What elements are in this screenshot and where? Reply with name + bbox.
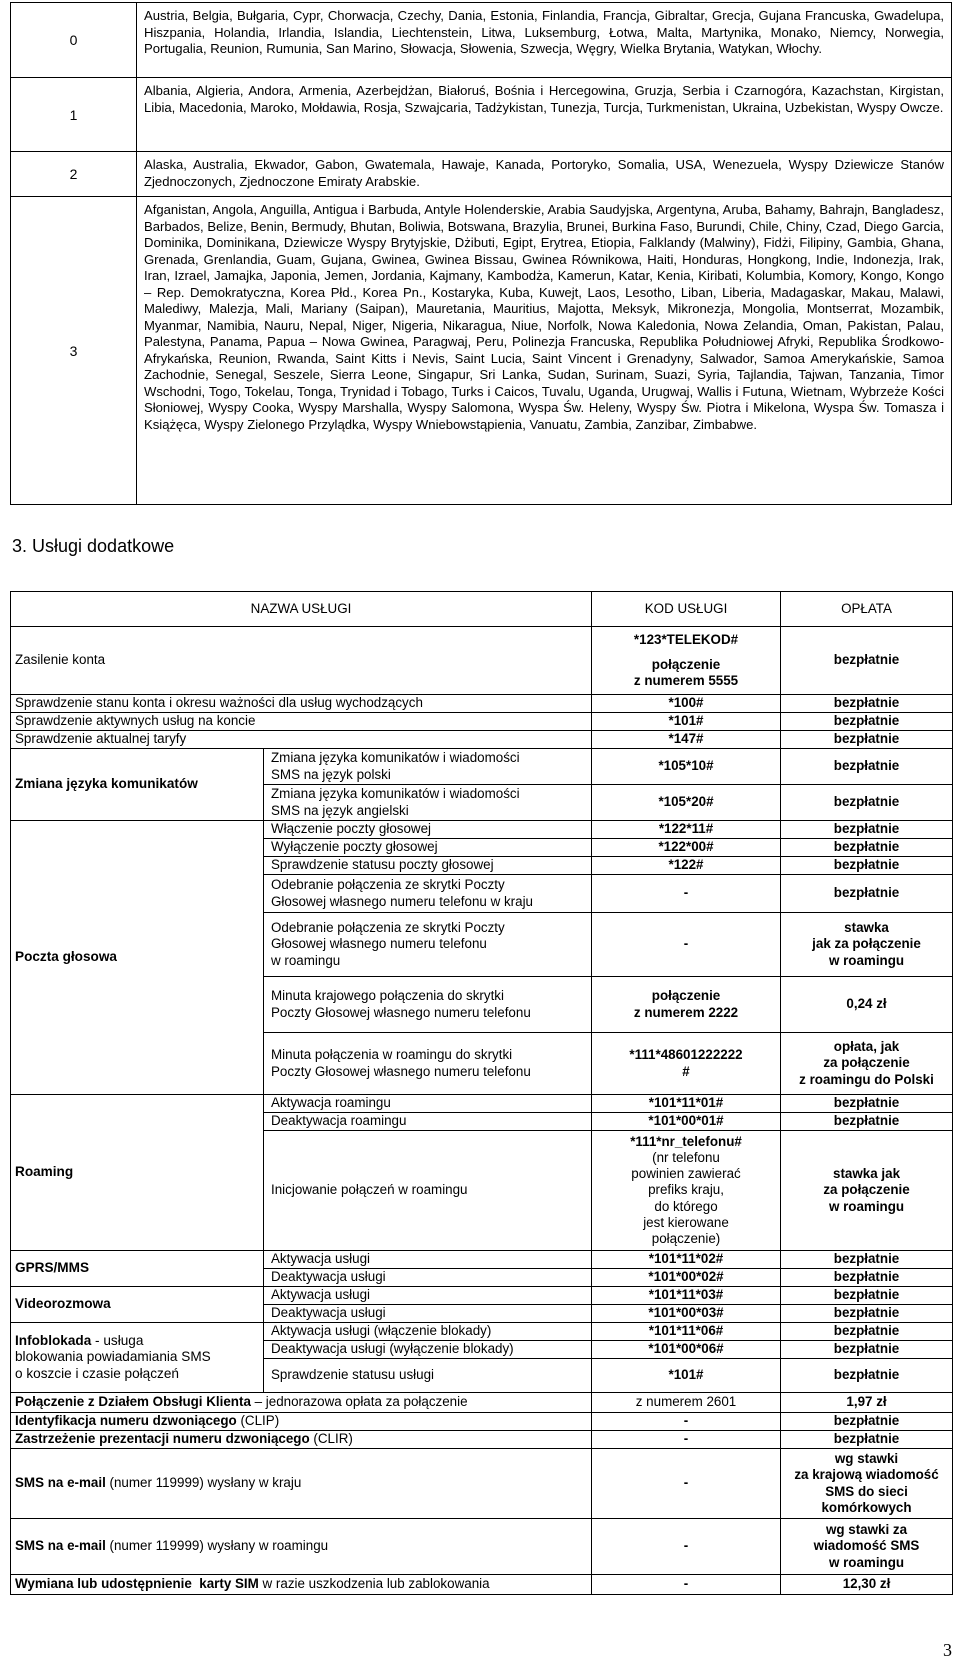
service-fee: bezpłatnie: [781, 1269, 953, 1287]
service-row: [11, 627, 953, 695]
header-name: NAZWA USŁUGI: [11, 592, 592, 627]
service-row: [11, 749, 953, 785]
desc-line: Poczty Głosowej własnego numeru telefonu: [271, 1004, 531, 1020]
code-line: połączenie: [651, 656, 721, 672]
code-line: z numerem 2222: [633, 1004, 739, 1020]
service-row: [11, 1287, 953, 1305]
group-line: [15, 1333, 259, 1349]
service-code: *101*11*01#: [592, 1095, 781, 1113]
zone-countries: Austria, Belgia, Bułgaria, Cypr, Chorwacja, Czechy, Dania, Estonia, Finlandia, Francja, Gibraltar, Grecja, Gujana Francuska, Gwadelupa, Hiszpania, Holandia, Irlandia, Islandia, Liechtenstein, Litwa, Luksemburg, Łotwa, Malta, Martynika, Monako, Niemcy, Norwegia, Portugalia, Reunion, Rumunia, San Marino, Słowacja, Słowenia, Szwecja, Węgry, Wielka Brytania, Watykan, Włochy.: [137, 3, 952, 78]
service-code: -: [592, 913, 781, 977]
zone-number: 1: [11, 78, 137, 152]
section-heading: 3. Usługi dodatkowe: [12, 536, 175, 556]
code-line: z numerem 5555: [633, 673, 739, 689]
service-desc: Aktywacja usługi (włączenie blokady): [264, 1323, 592, 1341]
code-line: do którego: [654, 1198, 718, 1214]
group-line: o koszcie i czasie połączeń: [15, 1365, 179, 1381]
fee-line: komórkowych: [821, 1499, 912, 1515]
desc-line: Minuta połączenia w roamingu do skrytki: [271, 1047, 513, 1063]
service-desc: Aktywacja usługi: [264, 1287, 592, 1305]
service-name-bold: SMS na e-mail: [15, 1475, 106, 1491]
service-fee: bezpłatnie: [781, 839, 953, 857]
service-row: [11, 821, 953, 839]
fee-line: w roamingu: [828, 1198, 905, 1214]
service-row: [11, 1323, 953, 1341]
service-fee: 1,97 zł: [781, 1393, 953, 1413]
service-name-bold: Zastrzeżenie prezentacji numeru dzwoniącego: [15, 1431, 310, 1447]
service-fee: bezpłatnie: [781, 1359, 953, 1393]
service-code: *105*20#: [592, 785, 781, 821]
desc-line: SMS na język polski: [271, 766, 391, 782]
group-title-rest: - usługa: [91, 1333, 144, 1349]
service-name-rest: w razie uszkodzenia lub zablokowania: [258, 1576, 490, 1592]
service-code: -: [592, 1431, 781, 1449]
service-row: [11, 1575, 953, 1595]
service-name-rest: – jednorazowa opłata za połączenie: [250, 1394, 468, 1410]
service-name: Sprawdzenie stanu konta i okresu ważności dla usług wychodzących: [11, 695, 592, 713]
group-title: Infoblokada: [15, 1333, 92, 1349]
service-row: [11, 695, 953, 713]
desc-line: w roamingu: [271, 952, 341, 968]
service-fee: [781, 1519, 953, 1575]
zone-row: [11, 197, 952, 505]
zone-row: [11, 3, 952, 78]
service-code: [592, 627, 781, 695]
fee-line: wiadomość SMS: [813, 1538, 920, 1554]
code-line: jest kierowane: [643, 1214, 729, 1230]
service-fee: 0,24 zł: [781, 977, 953, 1033]
zone-number: 2: [11, 152, 137, 197]
zones-table: [10, 2, 952, 505]
service-code: -: [592, 875, 781, 913]
desc-line: Odebranie połączenia ze skrytki Poczty: [271, 920, 505, 936]
service-name: [11, 1431, 592, 1449]
service-name-rest: (CLIR): [309, 1431, 353, 1447]
service-fee: [781, 1033, 953, 1095]
service-group: [11, 1323, 264, 1393]
service-fee: bezpłatnie: [781, 1305, 953, 1323]
service-code: *122#: [592, 857, 781, 875]
service-code: -: [592, 1413, 781, 1431]
service-name-rest: (numer 119999) wysłany w kraju: [105, 1475, 302, 1491]
code-line: prefiks kraju,: [648, 1182, 724, 1198]
service-fee: bezpłatnie: [781, 695, 953, 713]
fee-line: stawka: [844, 920, 889, 936]
code-line: połączenie): [651, 1231, 721, 1246]
service-group: Videorozmowa: [11, 1287, 264, 1323]
service-code: *147#: [592, 731, 781, 749]
header-code: KOD USŁUGI: [592, 592, 781, 627]
service-fee: bezpłatnie: [781, 1113, 953, 1131]
service-code: -: [592, 1449, 781, 1519]
desc-line: Głosowej własnego numeru telefonu: [271, 936, 487, 952]
header-fee: OPŁATA: [781, 592, 953, 627]
service-desc: [264, 785, 592, 821]
service-desc: Deaktywacja usługi: [264, 1269, 592, 1287]
code-line: *111*nr_telefonu#: [630, 1133, 742, 1149]
service-desc: [264, 875, 592, 913]
service-desc: Deaktywacja roamingu: [264, 1113, 592, 1131]
service-desc: Włączenie poczty głosowej: [264, 821, 592, 839]
service-fee: bezpłatnie: [781, 821, 953, 839]
desc-line: Minuta krajowego połączenia do skrytki: [271, 988, 504, 1004]
service-name: [11, 1575, 592, 1595]
service-code: -: [592, 1575, 781, 1595]
desc-line: Odebranie połączenia ze skrytki Poczty: [271, 877, 505, 893]
service-group: Roaming: [11, 1095, 264, 1251]
service-name-bold: Wymiana lub udostępnienie karty SIM: [15, 1576, 259, 1592]
fee-line: za krajową wiadomość: [794, 1467, 939, 1483]
service-desc: [264, 1033, 592, 1095]
service-desc: Sprawdzenie statusu poczty głosowej: [264, 857, 592, 875]
service-fee: bezpłatnie: [781, 785, 953, 821]
zone-number: 3: [11, 197, 137, 505]
service-desc: Sprawdzenie statusu usługi: [264, 1359, 592, 1393]
service-fee: bezpłatnie: [781, 749, 953, 785]
fee-line: w roamingu: [828, 1554, 905, 1570]
service-name: [11, 1519, 592, 1575]
service-fee: bezpłatnie: [781, 1431, 953, 1449]
fee-line: opłata, jak: [833, 1039, 900, 1055]
service-code: *122*11#: [592, 821, 781, 839]
service-desc: [264, 913, 592, 977]
service-row: [11, 1431, 953, 1449]
service-fee: bezpłatnie: [781, 857, 953, 875]
service-fee: 12,30 zł: [781, 1575, 953, 1595]
service-code: *101#: [592, 713, 781, 731]
service-name-rest: (CLIP): [236, 1413, 280, 1429]
fee-line: SMS do sieci: [825, 1483, 908, 1499]
desc-line: SMS na język angielski: [271, 802, 409, 818]
service-desc: Deaktywacja usługi (wyłączenie blokady): [264, 1341, 592, 1359]
service-desc: Inicjowanie połączeń w roamingu: [264, 1131, 592, 1251]
service-code: *101*11*06#: [592, 1323, 781, 1341]
fee-line: stawka jak: [833, 1166, 901, 1182]
services-table: [10, 591, 953, 1595]
service-code: *100#: [592, 695, 781, 713]
zone-row: [11, 152, 952, 197]
service-code: [592, 1131, 781, 1251]
fee-line: jak za połączenie: [812, 936, 921, 952]
service-code: *101*00*01#: [592, 1113, 781, 1131]
service-fee: [781, 913, 953, 977]
fee-line: wg stawki za: [825, 1522, 908, 1538]
service-code: [592, 977, 781, 1033]
service-row: [11, 1519, 953, 1575]
service-row: [11, 1413, 953, 1431]
code-line: *111*48601222222: [629, 1047, 743, 1063]
zone-countries: Alaska, Australia, Ekwador, Gabon, Gwatemala, Hawaje, Kanada, Portoryko, Somalia, USA, Wenezuela, Wyspy Dziewicze Stanów Zjednoczonych, Zjednoczone Emiraty Arabskie.: [137, 152, 952, 197]
service-row: [11, 1449, 953, 1519]
service-name: [11, 1393, 592, 1413]
service-group: Zmiana języka komunikatów: [11, 749, 264, 821]
service-fee: bezpłatnie: [781, 1251, 953, 1269]
service-row: [11, 1251, 953, 1269]
service-desc: Aktywacja usługi: [264, 1251, 592, 1269]
page-number: 3: [943, 1640, 952, 1660]
service-desc: [264, 977, 592, 1033]
service-name: [11, 1449, 592, 1519]
service-code: z numerem 2601: [592, 1393, 781, 1413]
service-name-bold: Identyfikacja numeru dzwoniącego: [15, 1413, 237, 1429]
service-code: *101*00*02#: [592, 1269, 781, 1287]
header-row: [11, 592, 953, 627]
desc-line: Głosowej własnego numeru telefonu w kraju: [271, 893, 534, 909]
service-fee: bezpłatnie: [781, 875, 953, 913]
service-fee: bezpłatnie: [781, 731, 953, 749]
zone-countries: Albania, Algieria, Andora, Armenia, Azerbejdżan, Białoruś, Bośnia i Hercegowina, Gruzja, Serbia i Czarnogóra, Kazachstan, Kirgistan, Libia, Macedonia, Maroko, Mołdawia, Rosja, Szwajcaria, Tadżykistan, Tunezja, Turcja, Turkmenistan, Ukraina, Uzbekistan, Wyspy Owcze.: [137, 78, 952, 152]
zone-row: [11, 78, 952, 152]
service-code: -: [592, 1519, 781, 1575]
service-fee: bezpłatnie: [781, 1413, 953, 1431]
code-line: #: [682, 1063, 690, 1079]
fee-line: za połączenie: [823, 1055, 910, 1071]
service-name-bold: Połączenie z Działem Obsługi Klienta: [15, 1394, 251, 1410]
service-code: *101*11*02#: [592, 1251, 781, 1269]
service-code: *101*00*06#: [592, 1341, 781, 1359]
service-row: [11, 713, 953, 731]
service-name: [11, 1413, 592, 1431]
service-name: Zasilenie konta: [11, 627, 592, 695]
service-row: [11, 1393, 953, 1413]
fee-line: z roamingu do Polski: [799, 1071, 934, 1087]
service-fee: bezpłatnie: [781, 1095, 953, 1113]
desc-line: Zmiana języka komunikatów i wiadomości: [271, 786, 520, 802]
group-line: blokowania powiadamiania SMS: [15, 1349, 211, 1365]
service-desc: [264, 749, 592, 785]
service-code: *122*00#: [592, 839, 781, 857]
fee-line: wg stawki: [834, 1451, 899, 1467]
fee-line: w roamingu: [828, 952, 905, 968]
service-code: *101*00*03#: [592, 1305, 781, 1323]
service-row: [11, 1095, 953, 1113]
service-code: *101*11*03#: [592, 1287, 781, 1305]
service-desc: Wyłączenie poczty głosowej: [264, 839, 592, 857]
service-fee: [781, 1449, 953, 1519]
service-desc: Deaktywacja usługi: [264, 1305, 592, 1323]
service-group: GPRS/MMS: [11, 1251, 264, 1287]
service-fee: bezpłatnie: [781, 1323, 953, 1341]
service-fee: bezpłatnie: [781, 1287, 953, 1305]
service-fee: [781, 1131, 953, 1251]
service-group: Poczta głosowa: [11, 821, 264, 1095]
code-line: (nr telefonu: [652, 1149, 720, 1165]
service-name: Sprawdzenie aktualnej taryfy: [11, 731, 592, 749]
service-code: *105*10#: [592, 749, 781, 785]
code-line: *123*TELEKOD#: [633, 631, 739, 647]
zone-number: 0: [11, 3, 137, 78]
service-name-bold: SMS na e-mail: [15, 1538, 106, 1554]
service-desc: Aktywacja roamingu: [264, 1095, 592, 1113]
fee-line: za połączenie: [823, 1182, 910, 1198]
code-line: powinien zawierać: [631, 1166, 741, 1182]
service-row: [11, 731, 953, 749]
desc-line: Poczty Głosowej własnego numeru telefonu: [271, 1063, 531, 1079]
service-name-rest: (numer 119999) wysłany w roamingu: [105, 1538, 329, 1554]
desc-line: Zmiana języka komunikatów i wiadomości: [271, 750, 520, 766]
service-fee: bezpłatnie: [781, 1341, 953, 1359]
code-line: połączenie: [651, 988, 721, 1004]
service-fee: bezpłatnie: [781, 713, 953, 731]
service-name: Sprawdzenie aktywnych usług na koncie: [11, 713, 592, 731]
service-code: *101#: [592, 1359, 781, 1393]
service-fee: bezpłatnie: [781, 627, 953, 695]
zone-countries: Afganistan, Angola, Anguilla, Antigua i Barbuda, Antyle Holenderskie, Arabia Saudyjska, Argentyna, Aruba, Bahamy, Bahrajn, Bangladesz, Barbados, Belize, Benin, Bermudy, Bhutan, Boliwia, Botswana, Brazylia, Brunei, Burkina Faso, Burundi, Chile, Chiny, Czad, Diego Garcia, Dominika, Dominikana, Dziewicze Wyspy Brytyjskie, Dżibuti, Egipt, Erytrea, Etiopia, Falklandy (Malwiny), Fidżi, Filipiny, Gambia, Ghana, Grenada, Grenlandia, Guam, Gujana, Gwinea, Gwinea Bissau, Gwinea Równikowa, Haiti, Honduras, Hongkong, Indie, Indonezja, Irak, Iran, Izrael, Jamajka, Japonia, Jemen, Jordania, Kajmany, Kambodża, Kamerun, Katar, Kenia, Kiribati, Kolumbia, Komory, Kongo, Kongo – Rep. Demokratyczna, Korea Płd., Korea Pn., Kostaryka, Kuba, Kuwejt, Laos, Lesotho, Liban, Liberia, Madagaskar, Makau, Malawi, Malediwy, Malezja, Mali, Mariany (Saipan), Mauretania, Mauritius, Majotta, Meksyk, Mikronezja, Mongolia, Montserrat, Mozambik, Myanmar, Namibia, Nauru, Nepal, Niger, Nigeria, Nikaragua, Niue, Norfolk, Nowa Kaledonia, Nowa Zelandia, Oman, Pakistan, Palau, Palestyna, Panama, Papua – Nowa Gwinea, Paragwaj, Peru, Polinezja Francuska, Republika Południowej Afryki, Republika Środkowo-Afrykańska, Reunion, Rwanda, Saint Kitts i Nevis, Saint Lucia, Saint Vincent i Grenadyny, Salwador, Samoa Amerykańskie, Samoa Zachodnie, Senegal, Seszele, Sierra Leone, Singapur, Sri Lanka, Sudan, Surinam, Suazi, Syria, Tajlandia, Tajwan, Tanzania, Timor Wschodni, Togo, Tokelau, Tonga, Trynidad i Tobago, Turks i Caicos, Tuvalu, Uganda, Urugwaj, Wallis i Futuna, Wietnam, Wybrzeże Kości Słoniowej, Wyspy Cooka, Wyspy Marshalla, Wyspy Salomona, Wyspa Św. Heleny, Wyspy Św. Piotra i Mikelona, Wyspa Św. Tomasza i Książęca, Wyspy Zielonego Przylądka, Wyspy Wniebowstąpienia, Vanuatu, Zambia, Zanzibar, Zimbabwe.: [137, 197, 952, 505]
service-code: [592, 1033, 781, 1095]
